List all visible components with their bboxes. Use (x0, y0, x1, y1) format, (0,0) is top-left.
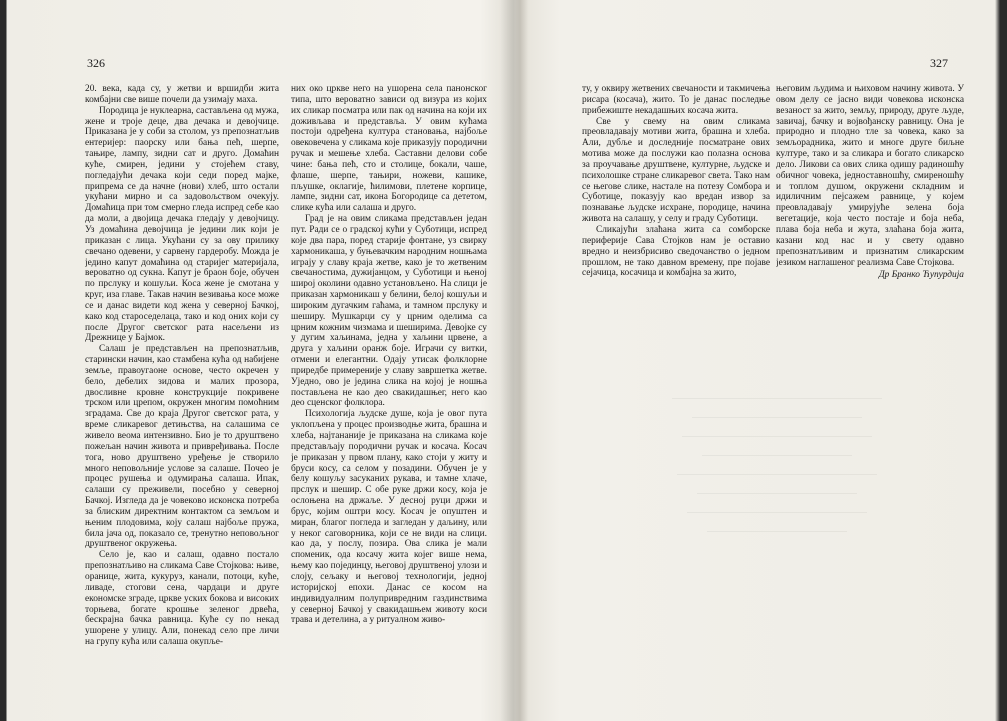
left-column-2 (291, 84, 487, 684)
show-through-text (662, 380, 892, 590)
page-number-right: 327 (930, 56, 948, 70)
right-column-2 (776, 84, 964, 284)
author-signature: Др Бранко Ћупурдија (878, 270, 964, 281)
left-column-1 (85, 84, 279, 684)
paragraph: них око цркве него на ушорена села панонског типа, што вероватно зависи од визура из којих их сликар посматра или пак од начина на који их доживљава и представља. У овим кућама постоји одређена култура становања, најбоље овековечена у сликама које приказују породични ручак и мешење хлеба. Саставни делови собе чине: бања пећ, сто и столице, бокали, чаше, флаше, шерпе, тањири, ножеви, кашике, пљушке, оклагије, ћилимови, плетене корпице, лампе, зидни сат, икона Богородице са дететом, слике кућа или салаша и друго. (291, 84, 487, 214)
paragraph: Све у свему на овим сликама преовладавају мотиви жита, брашна и хлеба. Али, дубље и доследније посматране ових мотива може да послужи као полазна основа за проучавање друштвене, културне, људске и психолошке стране сликаревог света. Тако нам се његове слике, настале на потезу Сомбора и Суботице, показују као вредан извор за познавање људске исхране, породице, начина живота на салашу, у селу и граду Суботици. (582, 116, 770, 225)
paragraph: Породица је нуклеарна, састављена од мужа, жене и троје деце, два дечака и девојчице. Приказана је у соби за столом, уз препознатљив ентеријер: паорску или бања пећ, шерпе, тањире, лампу, зидни сат и друго. Домаћин кућe, смирен, једини у стојећем ставу, погледајући дечака који седи поред мајке, припрема се да начне (нови) хлеб, што остали укућани мирно и са задовољством очекују. Домаћица при том смерно гледа испред себе као да моли, а двојица дечака гледају у девојчицу. Уз домаћина девојчица је једини лик који је приказан с лица. Укућани су за ову прилику свечано одевени, у сарвeну гардеробу. Можда је једино капут домаћина од старијег материјала, вероватно од сукна. Капут је браон боје, обучен по прслуку и кошуљи. Коса жене је смотана у круг, иза главе. Такав начин везивања косе може се и данас видети код жена у северној Бачкој, како код староседелаца, тако и код оних који су после Другог светског рата насељени из Дрежнице у Бајмок. (85, 105, 279, 344)
page-number-left: 326 (87, 56, 105, 70)
paragraph: његовим људима и њиховом начину живота. У овом делу се јасно види човекова исконска везаност за жито, земљу, природу, друге људе, завичај, бачку и војвођанску равницу. Она је природно и плодно тле за човека, како за земљорадника, жито и многе друге биљне културе, тако и за сликара и богато сликарско дело. Ликови са ових слика одишу радиношћу обичног човека, једноставношћу, смиреношћу и топлом душом, окружени складним и идиличним пејсажем равнице, у којем преовладавају умирујуће зелена боја вегетације, која често постаје и боја неба, плава боја неба и жута, злаћана боја жита, казани код нас и у свету одавно препознатљивим и признатим сликарским језиком наглашеног реализма Саве Стојкова. (776, 84, 964, 268)
paragraph: Село је, као и салаш, одавно постало препознатљиво на сликама Саве Стојкова: њиве, оранице, жита, кукуруз, канали, потоци, куће, ливаде, стогови сена, чардаци и друге економске зграде, цркве уских бокова и високих торњева, богате крошње зеленог дрвећа, бескрајна бачка равница. Кућe су по некад ушорене у улицу. Али, понекад село пре личи на групу кућа или салаша окупље- (85, 550, 279, 648)
paragraph: Салаш је представљен на препознатљив, старински начин, као стамбена кућа од набијене земље, правоугаоне основе, често окречен у бело, дебелих зидова и малих прозора, двосливне кровне конструкције покривене трском или црепом, окружен многим помоћним зградама. Све до краја Другог светског рата, у време сликаревог детињства, на салашима се живело веома интензивно. Био је то друштвено пожељан начин живота и привређивања. После тога, ново друштвено уређење је створило много неповољније услове за салаше. Почео је процес рушења и одумирања салаша. Ипак, салаши су преживели, посебно у северној Бачкој. Изгледа да је човеково исконска потреба за блиским директним контактом са земљом и њеним плодовима, коју салаш најбоље пружа, била јача од, показало се, тренутно неповољног друштвеног окружења. (85, 344, 279, 550)
paragraph: Психологија људске душе, која је овог пута уклопљена у процес производње жита, брашна и хлеба, најтананије је приказана на сликама које представљају породични ручак и косача. Косач је приказан у првом плану, како стоји у житу и бруси косу, са селом у позадини. Обучен је у белу кошуљу засуканих рукава, и тамне хлаче, прслук и шешир. С обе руке држи косу, која је ослоњена на држаље. У десној руци држи и брус, којим оштри косу. Косач је опуштен и миран, благог погледа и загледан у даљину, или у неког саговорника, који се не види на слици. као да, у послу, позира. Ова слика је мали споменик, ода косачу жита којег више нема, њему као појединцу, његовој друштвеној улози и слоју, сељаку и његовој технологији, једној историјској епохи. Данас се косом на индивидуалним полупривредним газдинствима у северној Бачкој у свакидашњем животу коси трава и детелина, а у ритуалном живо- (291, 409, 487, 626)
right-page (522, 0, 1000, 721)
paragraph: 20. века, када су, у жетви и вршидби жита комбајни све више почели да узимају маха. (85, 84, 279, 105)
right-column-1 (582, 84, 770, 284)
left-page (7, 0, 517, 721)
paragraph: ту, у оквиру жетвених свечаности и такмичења рисара (косача), жито. То је данас последње прибежиште некадашњих косача жита. (582, 84, 770, 116)
paragraph: Сликајући злаћана жита са сомборске периферије Сава Стојков нам је оставио вредно и неизбрисиво сведочанство о једном прошлом, не тако давном времену, пре појаве сејачица, косачица и комбајна за жито, (582, 224, 770, 279)
paragraph: Град је на овим сликама представљен један пут. Ради се о градској кући у Суботици, испред које два пара, поред старије фонтане, уз свирку хармоникаша, у буњевачким народним ношњама играју у славу краја жетве, како је то жетвеним свечаностима, дужијанцом, у Суботици и њеној широј околини одавно установљено. На слици је приказан хармоникаш у белини, белој кошуљи и широким дугачким гаћама, и тамном прслуку и шеширу. Мушкарци су у црним оделима са црним кожним чизмама и шеширима. Девојке су у дугим хаљинама, једна у хаљини црвене, а друга у хаљини оранж боје. Играчи су витки, отмени и елегантни. Одају утисак фолклорне приредбе примереније у славу завршетка жетве. Уједно, ово је једина слика на којој је ношња постављена не као део свакидашњег, него као део сценског фолклора. (291, 214, 487, 409)
